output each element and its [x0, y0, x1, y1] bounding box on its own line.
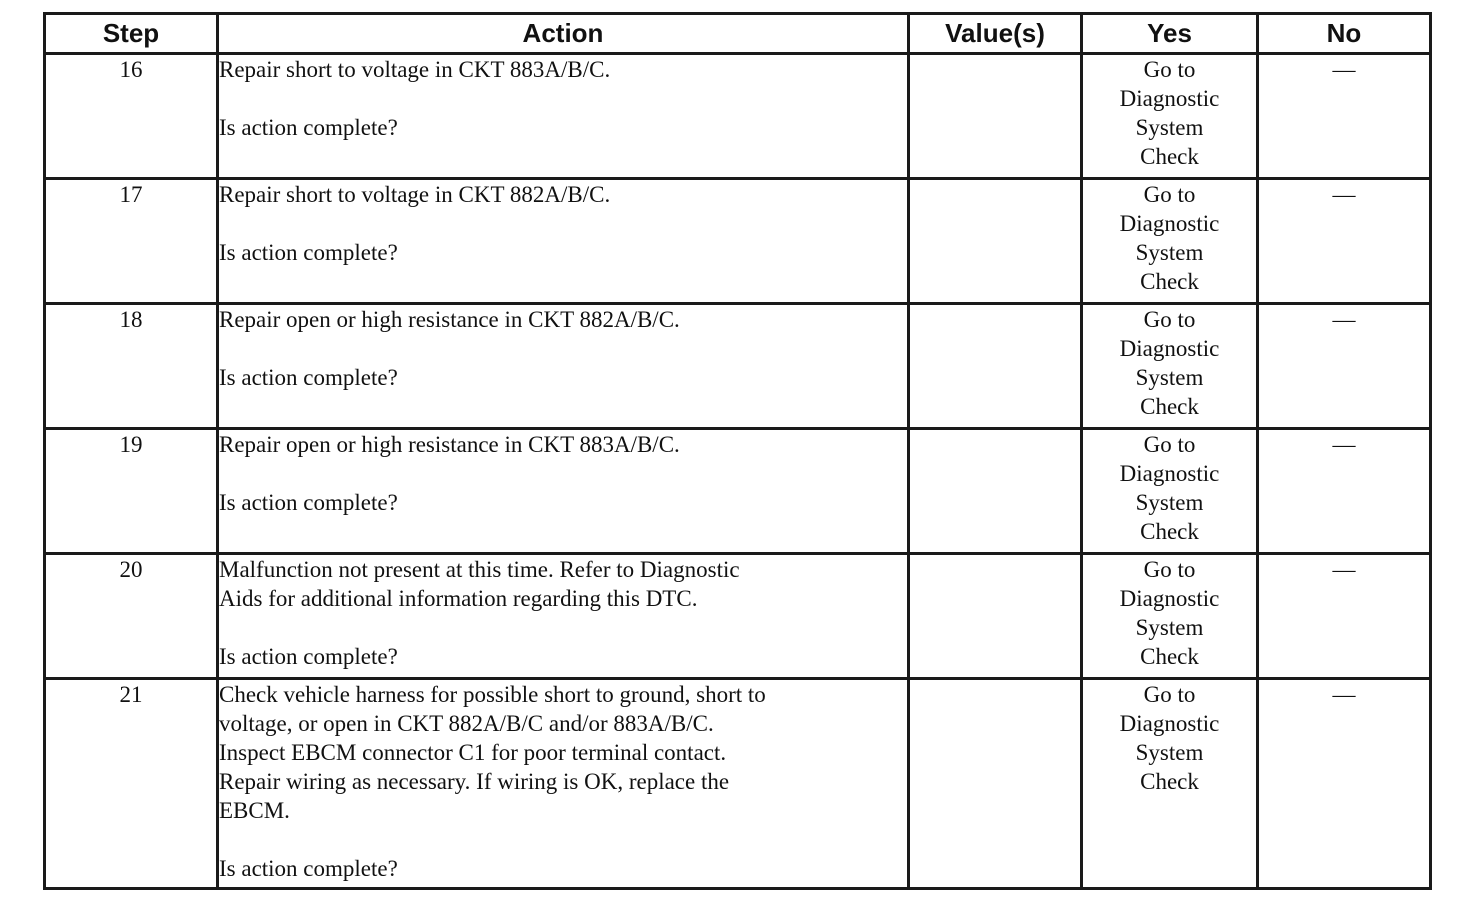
- yes-text: Diagnostic: [1119, 461, 1220, 486]
- table-header: [45, 14, 1431, 54]
- action-text: Aids for additional information regarding this DTC.: [219, 586, 698, 611]
- values-cell: [909, 679, 1082, 889]
- values-cell: [909, 304, 1082, 429]
- table-row: [45, 179, 1431, 304]
- header-row: [45, 14, 1431, 54]
- values-cell: [909, 429, 1082, 554]
- header-yes: Yes: [1082, 14, 1258, 54]
- action-cell: [218, 54, 909, 179]
- diagnostic-table: [43, 12, 1432, 890]
- header-step: Step: [45, 14, 218, 54]
- action-cell: [218, 554, 909, 679]
- action-question: Is action complete?: [219, 490, 398, 515]
- yes-text: Go to: [1143, 432, 1196, 457]
- no-cell: —: [1258, 679, 1431, 889]
- yes-text: Diagnostic: [1119, 211, 1220, 236]
- yes-cell: [1082, 554, 1258, 679]
- table-row: [45, 429, 1431, 554]
- yes-text: System: [1135, 115, 1204, 140]
- action-cell: [218, 679, 909, 889]
- yes-text: Diagnostic: [1119, 336, 1220, 361]
- yes-cell: [1082, 54, 1258, 179]
- yes-text: System: [1135, 365, 1204, 390]
- action-question: Is action complete?: [219, 240, 398, 265]
- no-cell: —: [1258, 554, 1431, 679]
- values-cell: [909, 179, 1082, 304]
- action-text: Repair open or high resistance in CKT 882A/B/C.: [219, 307, 680, 332]
- no-cell: —: [1258, 54, 1431, 179]
- values-cell: [909, 54, 1082, 179]
- yes-text: Go to: [1143, 557, 1196, 582]
- header-values: Value(s): [909, 14, 1082, 54]
- step-number: 17: [45, 179, 218, 304]
- action-cell: [218, 429, 909, 554]
- yes-cell: [1082, 304, 1258, 429]
- no-cell: —: [1258, 429, 1431, 554]
- yes-text: Check: [1140, 519, 1199, 544]
- table-row: [45, 679, 1431, 889]
- action-question: Is action complete?: [219, 115, 398, 140]
- action-text: Malfunction not present at this time. Refer to Diagnostic: [219, 557, 740, 582]
- yes-text: Check: [1140, 769, 1199, 794]
- yes-text: Check: [1140, 394, 1199, 419]
- yes-text: System: [1135, 490, 1204, 515]
- no-cell: —: [1258, 179, 1431, 304]
- yes-cell: [1082, 179, 1258, 304]
- step-number: 18: [45, 304, 218, 429]
- table-body: [45, 54, 1431, 889]
- yes-text: Go to: [1143, 682, 1196, 707]
- yes-text: Diagnostic: [1119, 86, 1220, 111]
- yes-text: Check: [1140, 144, 1199, 169]
- action-question: Is action complete?: [219, 644, 398, 669]
- action-text: Repair wiring as necessary. If wiring is OK, replace the: [219, 769, 730, 794]
- yes-text: Diagnostic: [1119, 711, 1220, 736]
- yes-cell: [1082, 679, 1258, 889]
- action-text: Inspect EBCM connector C1 for poor terminal contact.: [219, 740, 727, 765]
- step-number: 16: [45, 54, 218, 179]
- yes-text: Diagnostic: [1119, 586, 1220, 611]
- yes-text: Check: [1140, 269, 1199, 294]
- yes-text: Go to: [1143, 307, 1196, 332]
- action-text: Repair short to voltage in CKT 883A/B/C.: [219, 57, 611, 82]
- yes-text: Go to: [1143, 182, 1196, 207]
- yes-text: System: [1135, 615, 1204, 640]
- no-cell: —: [1258, 304, 1431, 429]
- step-number: 21: [45, 679, 218, 889]
- action-cell: [218, 179, 909, 304]
- action-text: Repair short to voltage in CKT 882A/B/C.: [219, 182, 611, 207]
- yes-text: Check: [1140, 644, 1199, 669]
- action-question: Is action complete?: [219, 365, 398, 390]
- header-action: Action: [218, 14, 909, 54]
- action-text: Repair open or high resistance in CKT 883A/B/C.: [219, 432, 680, 457]
- action-text: Check vehicle harness for possible short to ground, short to: [219, 682, 766, 707]
- table-row: [45, 54, 1431, 179]
- values-cell: [909, 554, 1082, 679]
- table-row: [45, 304, 1431, 429]
- action-text: voltage, or open in CKT 882A/B/C and/or 883A/B/C.: [219, 711, 714, 736]
- table-row: [45, 554, 1431, 679]
- yes-text: System: [1135, 740, 1204, 765]
- yes-cell: [1082, 429, 1258, 554]
- yes-text: Go to: [1143, 57, 1196, 82]
- action-cell: [218, 304, 909, 429]
- step-number: 20: [45, 554, 218, 679]
- action-question: Is action complete?: [219, 856, 398, 881]
- step-number: 19: [45, 429, 218, 554]
- header-no: No: [1258, 14, 1431, 54]
- action-text: EBCM.: [219, 798, 290, 823]
- yes-text: System: [1135, 240, 1204, 265]
